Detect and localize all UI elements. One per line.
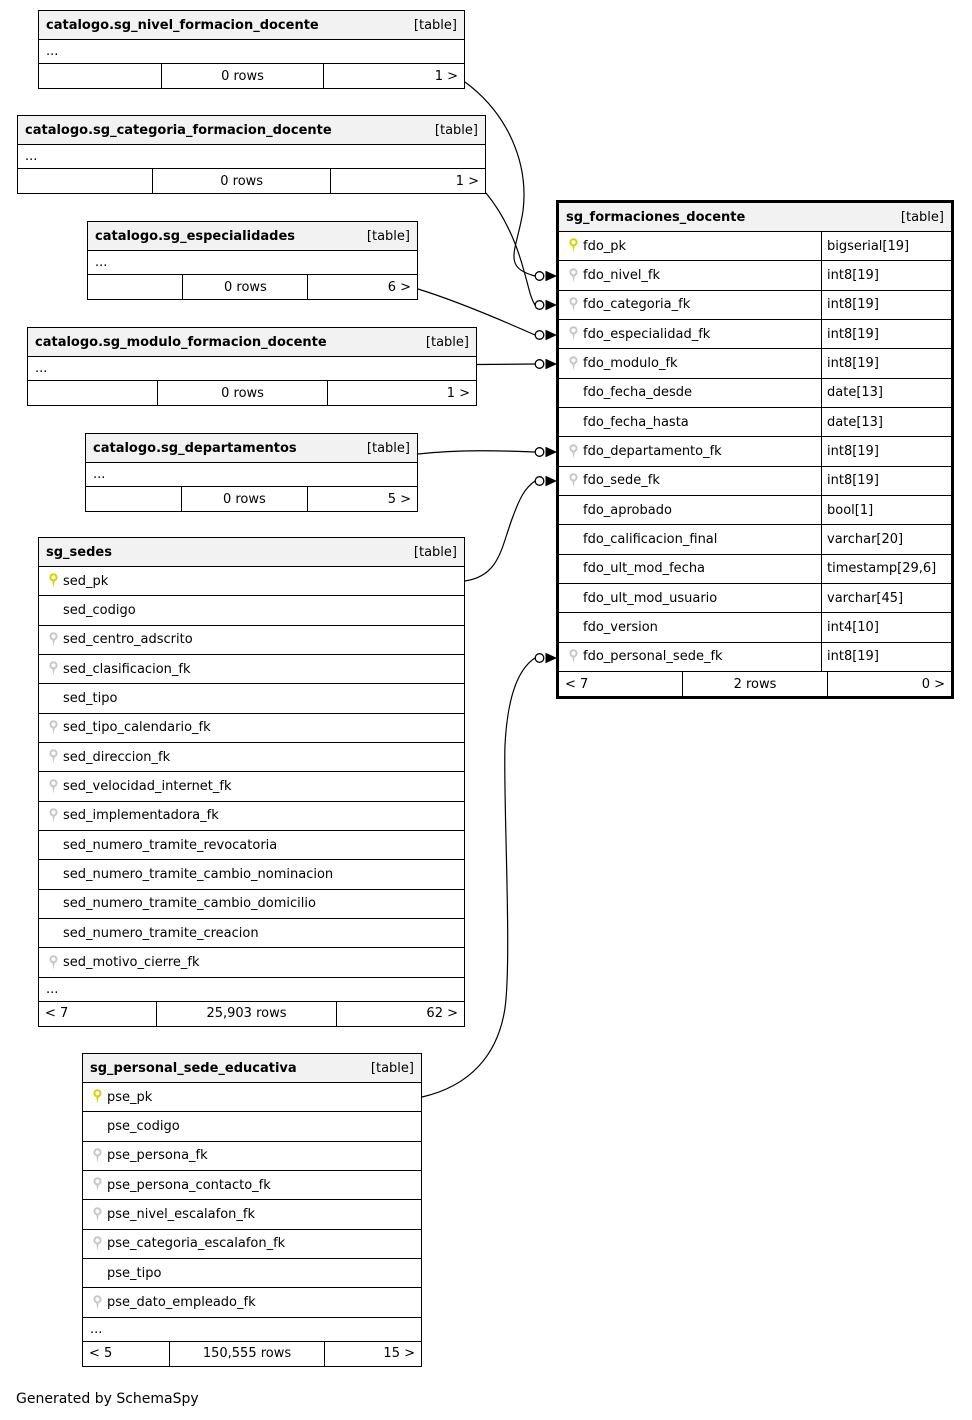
table-name[interactable]: catalogo.sg_especialidades — [95, 228, 296, 244]
column-row-fdo_ult_mod_usuario — [559, 584, 951, 613]
edge-modulo-to-fdo-modulo-fk — [477, 359, 557, 369]
footer-row-count: 2 rows — [683, 672, 828, 696]
column-name: fdo_categoria_fk — [583, 297, 691, 313]
column-type: int8[19] — [827, 326, 879, 342]
table-name[interactable]: sg_sedes — [46, 544, 112, 560]
table-header[interactable] — [39, 538, 464, 567]
column-name: fdo_departamento_fk — [583, 444, 722, 460]
table-node-sg-formaciones-docente[interactable] — [556, 200, 954, 699]
table-footer — [88, 275, 417, 299]
table-type-tag: [table] — [366, 228, 410, 244]
column-name: fdo_nivel_fk — [583, 268, 661, 284]
column-row-fdo_version — [559, 613, 951, 642]
foreign-key-icon — [563, 297, 583, 313]
column-row-fdo_especialidad_fk — [559, 320, 951, 349]
footer-child-count: 1 > — [446, 385, 470, 401]
footer-child-count: 1 > — [455, 173, 479, 189]
table-name[interactable]: sg_personal_sede_educativa — [90, 1060, 297, 1076]
column-row-sed_motivo_cierre_fk — [39, 948, 464, 977]
table-type-tag: [table] — [370, 1060, 414, 1076]
column-row-pse_persona_fk — [83, 1142, 421, 1171]
edge-sedes-to-fdo-sede-fk — [465, 476, 557, 581]
primary-key-icon — [87, 1089, 107, 1105]
table-name[interactable]: sg_formaciones_docente — [566, 209, 746, 225]
column-type: bool[1] — [827, 502, 874, 518]
footer-child-count: 1 > — [434, 68, 458, 84]
column-type: int8[19] — [827, 297, 879, 313]
footer-child-count: 0 > — [921, 676, 945, 692]
table-header[interactable] — [28, 328, 476, 357]
column-name: sed_numero_tramite_cambio_domicilio — [63, 896, 316, 912]
foreign-key-icon — [43, 779, 63, 795]
table-header[interactable] — [88, 222, 417, 251]
column-name: pse_persona_fk — [107, 1148, 208, 1164]
table-type-tag: [table] — [413, 544, 457, 560]
column-type: int8[19] — [827, 649, 879, 665]
column-row-sed_numero_tramite_cambio_domicilio — [39, 890, 464, 919]
table-footer — [18, 169, 485, 193]
column-name: pse_nivel_escalafon_fk — [107, 1207, 256, 1223]
footer-row-count: 25,903 rows — [157, 1002, 337, 1026]
foreign-key-icon — [563, 326, 583, 342]
foreign-key-icon — [43, 632, 63, 648]
column-name: fdo_especialidad_fk — [583, 326, 711, 342]
column-type: bigserial[19] — [827, 238, 910, 254]
column-name: sed_numero_tramite_revocatoria — [63, 837, 278, 853]
table-node-catalogo-sg-departamentos[interactable] — [85, 433, 418, 512]
column-row-fdo_aprobado — [559, 496, 951, 525]
column-name: sed_clasificacion_fk — [63, 661, 191, 677]
column-row-fdo_fecha_desde — [559, 379, 951, 408]
table-type-tag: [table] — [366, 440, 410, 456]
footer-row-count: 0 rows — [158, 381, 328, 405]
table-footer — [39, 64, 464, 88]
column-type: int8[19] — [827, 268, 879, 284]
column-row-fdo_calificacion_final — [559, 525, 951, 554]
table-type-tag: [table] — [900, 209, 944, 225]
foreign-key-icon — [43, 808, 63, 824]
foreign-key-icon — [563, 444, 583, 460]
table-node-sg-sedes[interactable] — [38, 537, 465, 1027]
footer-row-count: 0 rows — [183, 275, 308, 299]
foreign-key-icon — [563, 268, 583, 284]
table-header[interactable] — [18, 116, 485, 145]
footer-parent-count — [86, 487, 182, 511]
column-name: fdo_fecha_hasta — [583, 414, 689, 430]
column-row-fdo_ult_mod_fecha — [559, 555, 951, 584]
column-row-pse_pk — [83, 1083, 421, 1112]
column-name: sed_velocidad_internet_fk — [63, 779, 232, 795]
column-type: int4[10] — [827, 620, 879, 636]
column-type: int8[19] — [827, 444, 879, 460]
table-name[interactable]: catalogo.sg_departamentos — [93, 440, 297, 456]
footer-parent-count: < 7 — [39, 1002, 157, 1026]
column-name: fdo_personal_sede_fk — [583, 649, 723, 665]
table-footer — [559, 672, 951, 696]
footer-parent-count — [88, 275, 183, 299]
columns-collapsed-row: ... — [83, 1318, 421, 1342]
column-name: fdo_modulo_fk — [583, 356, 678, 372]
column-row-fdo_modulo_fk — [559, 349, 951, 378]
footer-parent-count — [18, 169, 153, 193]
footer-row-count: 0 rows — [162, 64, 324, 88]
column-name: fdo_version — [583, 620, 658, 636]
foreign-key-icon — [43, 749, 63, 765]
edge-categoria-to-fdo-categoria-fk — [486, 193, 557, 310]
column-row-sed_pk — [39, 567, 464, 596]
foreign-key-icon — [563, 473, 583, 489]
column-name: sed_implementadora_fk — [63, 808, 219, 824]
table-node-catalogo-sg-especialidades[interactable] — [87, 221, 418, 300]
column-name: fdo_pk — [583, 238, 627, 254]
table-footer — [83, 1342, 421, 1366]
footer-parent-count — [39, 64, 162, 88]
edge-departamentos-to-fdo-departamento-fk — [418, 447, 557, 457]
column-row-sed_tipo_calendario_fk — [39, 714, 464, 743]
column-row-sed_direccion_fk — [39, 743, 464, 772]
footer-child-count: 15 > — [383, 1346, 415, 1362]
column-row-sed_numero_tramite_cambio_nominacion — [39, 860, 464, 889]
table-header[interactable] — [86, 434, 417, 463]
columns-collapsed-row: ... — [86, 463, 417, 487]
foreign-key-icon — [43, 955, 63, 971]
column-type: date[13] — [827, 414, 883, 430]
footer-row-count: 0 rows — [153, 169, 330, 193]
column-row-sed_numero_tramite_creacion — [39, 919, 464, 948]
column-row-fdo_nivel_fk — [559, 261, 951, 290]
table-header[interactable] — [83, 1054, 421, 1083]
table-name[interactable]: catalogo.sg_categoria_formacion_docente — [25, 122, 332, 138]
column-name: fdo_calificacion_final — [583, 532, 718, 548]
column-name: pse_categoria_escalafon_fk — [107, 1236, 286, 1252]
foreign-key-icon — [87, 1148, 107, 1164]
column-name: sed_centro_adscrito — [63, 632, 193, 648]
column-name: fdo_fecha_desde — [583, 385, 692, 401]
columns-collapsed-row: ... — [18, 145, 485, 169]
table-type-tag: [table] — [434, 122, 478, 138]
column-type: timestamp[29,6] — [827, 561, 937, 577]
foreign-key-icon — [43, 720, 63, 736]
column-name: pse_persona_contacto_fk — [107, 1177, 271, 1193]
columns-collapsed-row: ... — [88, 251, 417, 275]
footer-child-count: 6 > — [387, 279, 411, 295]
column-row-fdo_categoria_fk — [559, 291, 951, 320]
footer-child-count: 5 > — [387, 491, 411, 507]
foreign-key-icon — [563, 649, 583, 665]
foreign-key-icon — [563, 356, 583, 372]
column-name: pse_pk — [107, 1089, 153, 1105]
generated-by-note: Generated by SchemaSpy — [16, 1391, 199, 1407]
table-node-catalogo-sg-modulo-formacion-docente[interactable] — [27, 327, 477, 406]
column-row-sed_implementadora_fk — [39, 802, 464, 831]
foreign-key-icon — [87, 1207, 107, 1223]
column-type: int8[19] — [827, 356, 879, 372]
column-row-pse_tipo — [83, 1259, 421, 1288]
column-row-sed_velocidad_internet_fk — [39, 772, 464, 801]
column-name: pse_tipo — [107, 1265, 162, 1281]
table-footer — [28, 381, 476, 405]
column-name: sed_numero_tramite_cambio_nominacion — [63, 867, 334, 883]
column-name: fdo_ult_mod_fecha — [583, 561, 706, 577]
foreign-key-icon — [43, 661, 63, 677]
table-node-catalogo-sg-nivel-formacion-docente[interactable] — [38, 10, 465, 89]
footer-parent-count — [28, 381, 158, 405]
primary-key-icon — [563, 238, 583, 254]
column-row-sed_codigo — [39, 596, 464, 625]
column-row-fdo_pk — [559, 232, 951, 261]
column-name: sed_numero_tramite_creacion — [63, 925, 259, 941]
column-type: varchar[45] — [827, 590, 904, 606]
column-row-pse_dato_empleado_fk — [83, 1288, 421, 1317]
footer-row-count: 0 rows — [182, 487, 308, 511]
column-name: sed_motivo_cierre_fk — [63, 955, 200, 971]
column-type: varchar[20] — [827, 532, 904, 548]
table-name[interactable]: catalogo.sg_nivel_formacion_docente — [46, 17, 319, 33]
table-header[interactable] — [39, 11, 464, 40]
table-footer — [39, 1002, 464, 1026]
column-row-fdo_departamento_fk — [559, 437, 951, 466]
column-name: sed_pk — [63, 573, 109, 589]
footer-child-count: 62 > — [426, 1006, 458, 1022]
column-name: fdo_ult_mod_usuario — [583, 590, 718, 606]
column-name: fdo_sede_fk — [583, 473, 660, 489]
column-name: sed_tipo_calendario_fk — [63, 720, 211, 736]
footer-parent-count: < 5 — [83, 1342, 170, 1366]
footer-row-count: 150,555 rows — [170, 1342, 325, 1366]
column-name: fdo_aprobado — [583, 502, 672, 518]
table-type-tag: [table] — [425, 334, 469, 350]
table-node-catalogo-sg-categoria-formacion-docente[interactable] — [17, 115, 486, 194]
column-row-sed_centro_adscrito — [39, 626, 464, 655]
table-footer — [86, 487, 417, 511]
column-type: int8[19] — [827, 473, 879, 489]
footer-parent-count: < 7 — [559, 672, 683, 696]
table-header[interactable] — [559, 203, 951, 232]
column-row-sed_tipo — [39, 684, 464, 713]
column-row-pse_codigo — [83, 1112, 421, 1141]
columns-collapsed-row: ... — [39, 978, 464, 1002]
foreign-key-icon — [87, 1236, 107, 1252]
column-row-pse_categoria_escalafon_fk — [83, 1230, 421, 1259]
column-row-sed_numero_tramite_revocatoria — [39, 831, 464, 860]
column-name: sed_codigo — [63, 603, 136, 619]
column-row-fdo_fecha_hasta — [559, 408, 951, 437]
columns-collapsed-row: ... — [28, 357, 476, 381]
column-row-pse_persona_contacto_fk — [83, 1171, 421, 1200]
table-name[interactable]: catalogo.sg_modulo_formacion_docente — [35, 334, 327, 350]
column-row-sed_clasificacion_fk — [39, 655, 464, 684]
column-name: sed_direccion_fk — [63, 749, 171, 765]
column-name: pse_dato_empleado_fk — [107, 1295, 256, 1311]
table-type-tag: [table] — [413, 17, 457, 33]
primary-key-icon — [43, 573, 63, 589]
columns-collapsed-row: ... — [39, 40, 464, 64]
column-row-fdo_sede_fk — [559, 467, 951, 496]
column-name: pse_codigo — [107, 1119, 180, 1135]
column-row-pse_nivel_escalafon_fk — [83, 1200, 421, 1229]
foreign-key-icon — [87, 1177, 107, 1193]
column-row-fdo_personal_sede_fk — [559, 643, 951, 672]
table-node-sg-personal-sede-educativa[interactable] — [82, 1053, 422, 1367]
column-type: date[13] — [827, 385, 883, 401]
column-name: sed_tipo — [63, 691, 118, 707]
foreign-key-icon — [87, 1295, 107, 1311]
